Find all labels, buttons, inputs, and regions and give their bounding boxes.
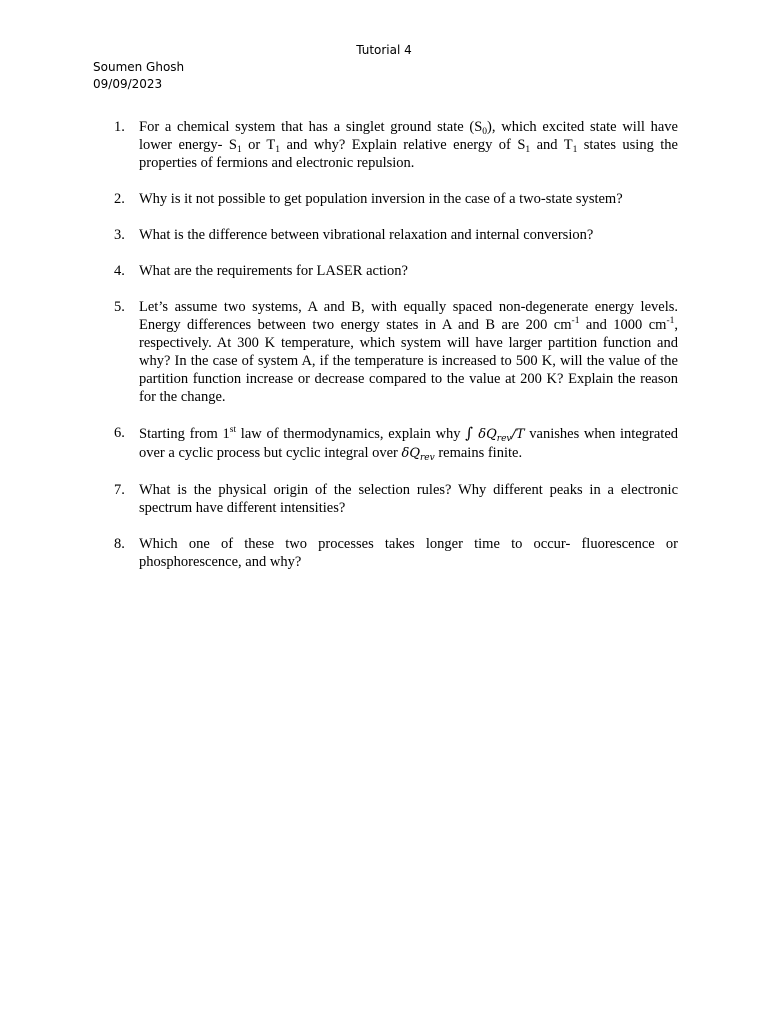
question-1 [114,118,678,172]
question-3 [114,226,678,244]
math-integral-expression: ∫ $\delta Q_{rev}/T$ [465,424,525,444]
question-text: Which one of these two processes takes longer time to occur- fluorescence or phosphorescence, and why? [139,536,678,570]
author-name: Soumen Ghosh [93,60,185,74]
question-text: Starting from 1st law of thermodynamics, explain why ∫ $\delta Q_{rev}/T$ vanishes when integrated over a cyclic process but cyclic integral over $\delta Q_{rev}$ remains finite. [139,424,678,463]
question-number: 8. [114,536,125,552]
question-number: 1. [114,119,125,135]
question-number: 6. [114,425,125,441]
question-7 [114,481,678,517]
question-text: What are the requirements for LASER action? [139,263,408,279]
question-number: 2. [114,191,125,207]
question-number: 7. [114,482,125,498]
question-number: 3. [114,227,125,243]
question-4 [114,262,678,280]
document-date: 09/09/2023 [93,77,163,91]
question-text: Why is it not possible to get population inversion in the case of a two-state system? [139,191,623,207]
question-text: Let’s assume two systems, A and B, with equally spaced non-degenerate energy levels. Energy differences between two energy states in A and B are 200 $cm^{-1}$ and 1000 $cm^{-1}$, respectively. At 300 K temperature, which system will have larger partition function and why? In the case of system A, if the temperature is increased to 500 K, will the value of the partition function increase or decrease compared to the value at 200 K? Explain the reason for the change. [139,299,678,405]
question-text: What is the physical origin of the selection rules? Why different peaks in a electronic spectrum have different intensities? [139,482,678,516]
question-text: For a chemical system that has a singlet ground state $(S_0)$, which excited state will have lower energy- $S_1$ or $T_1$ and why? Explain relative energy of $S_1$ and $T_1$ states using the properties of fermions and electronic repulsion. [139,119,678,171]
math-heat-expression: $\delta Q_{rev}$ [401,446,435,463]
page-title: Tutorial 4 [356,43,412,57]
question-6 [114,424,678,463]
question-2 [114,190,678,208]
question-number: 5. [114,299,125,315]
question-text: What is the difference between vibrational relaxation and internal conversion? [139,227,594,243]
question-5 [114,298,678,406]
question-8 [114,535,678,571]
question-list [114,118,678,589]
question-number: 4. [114,263,125,279]
